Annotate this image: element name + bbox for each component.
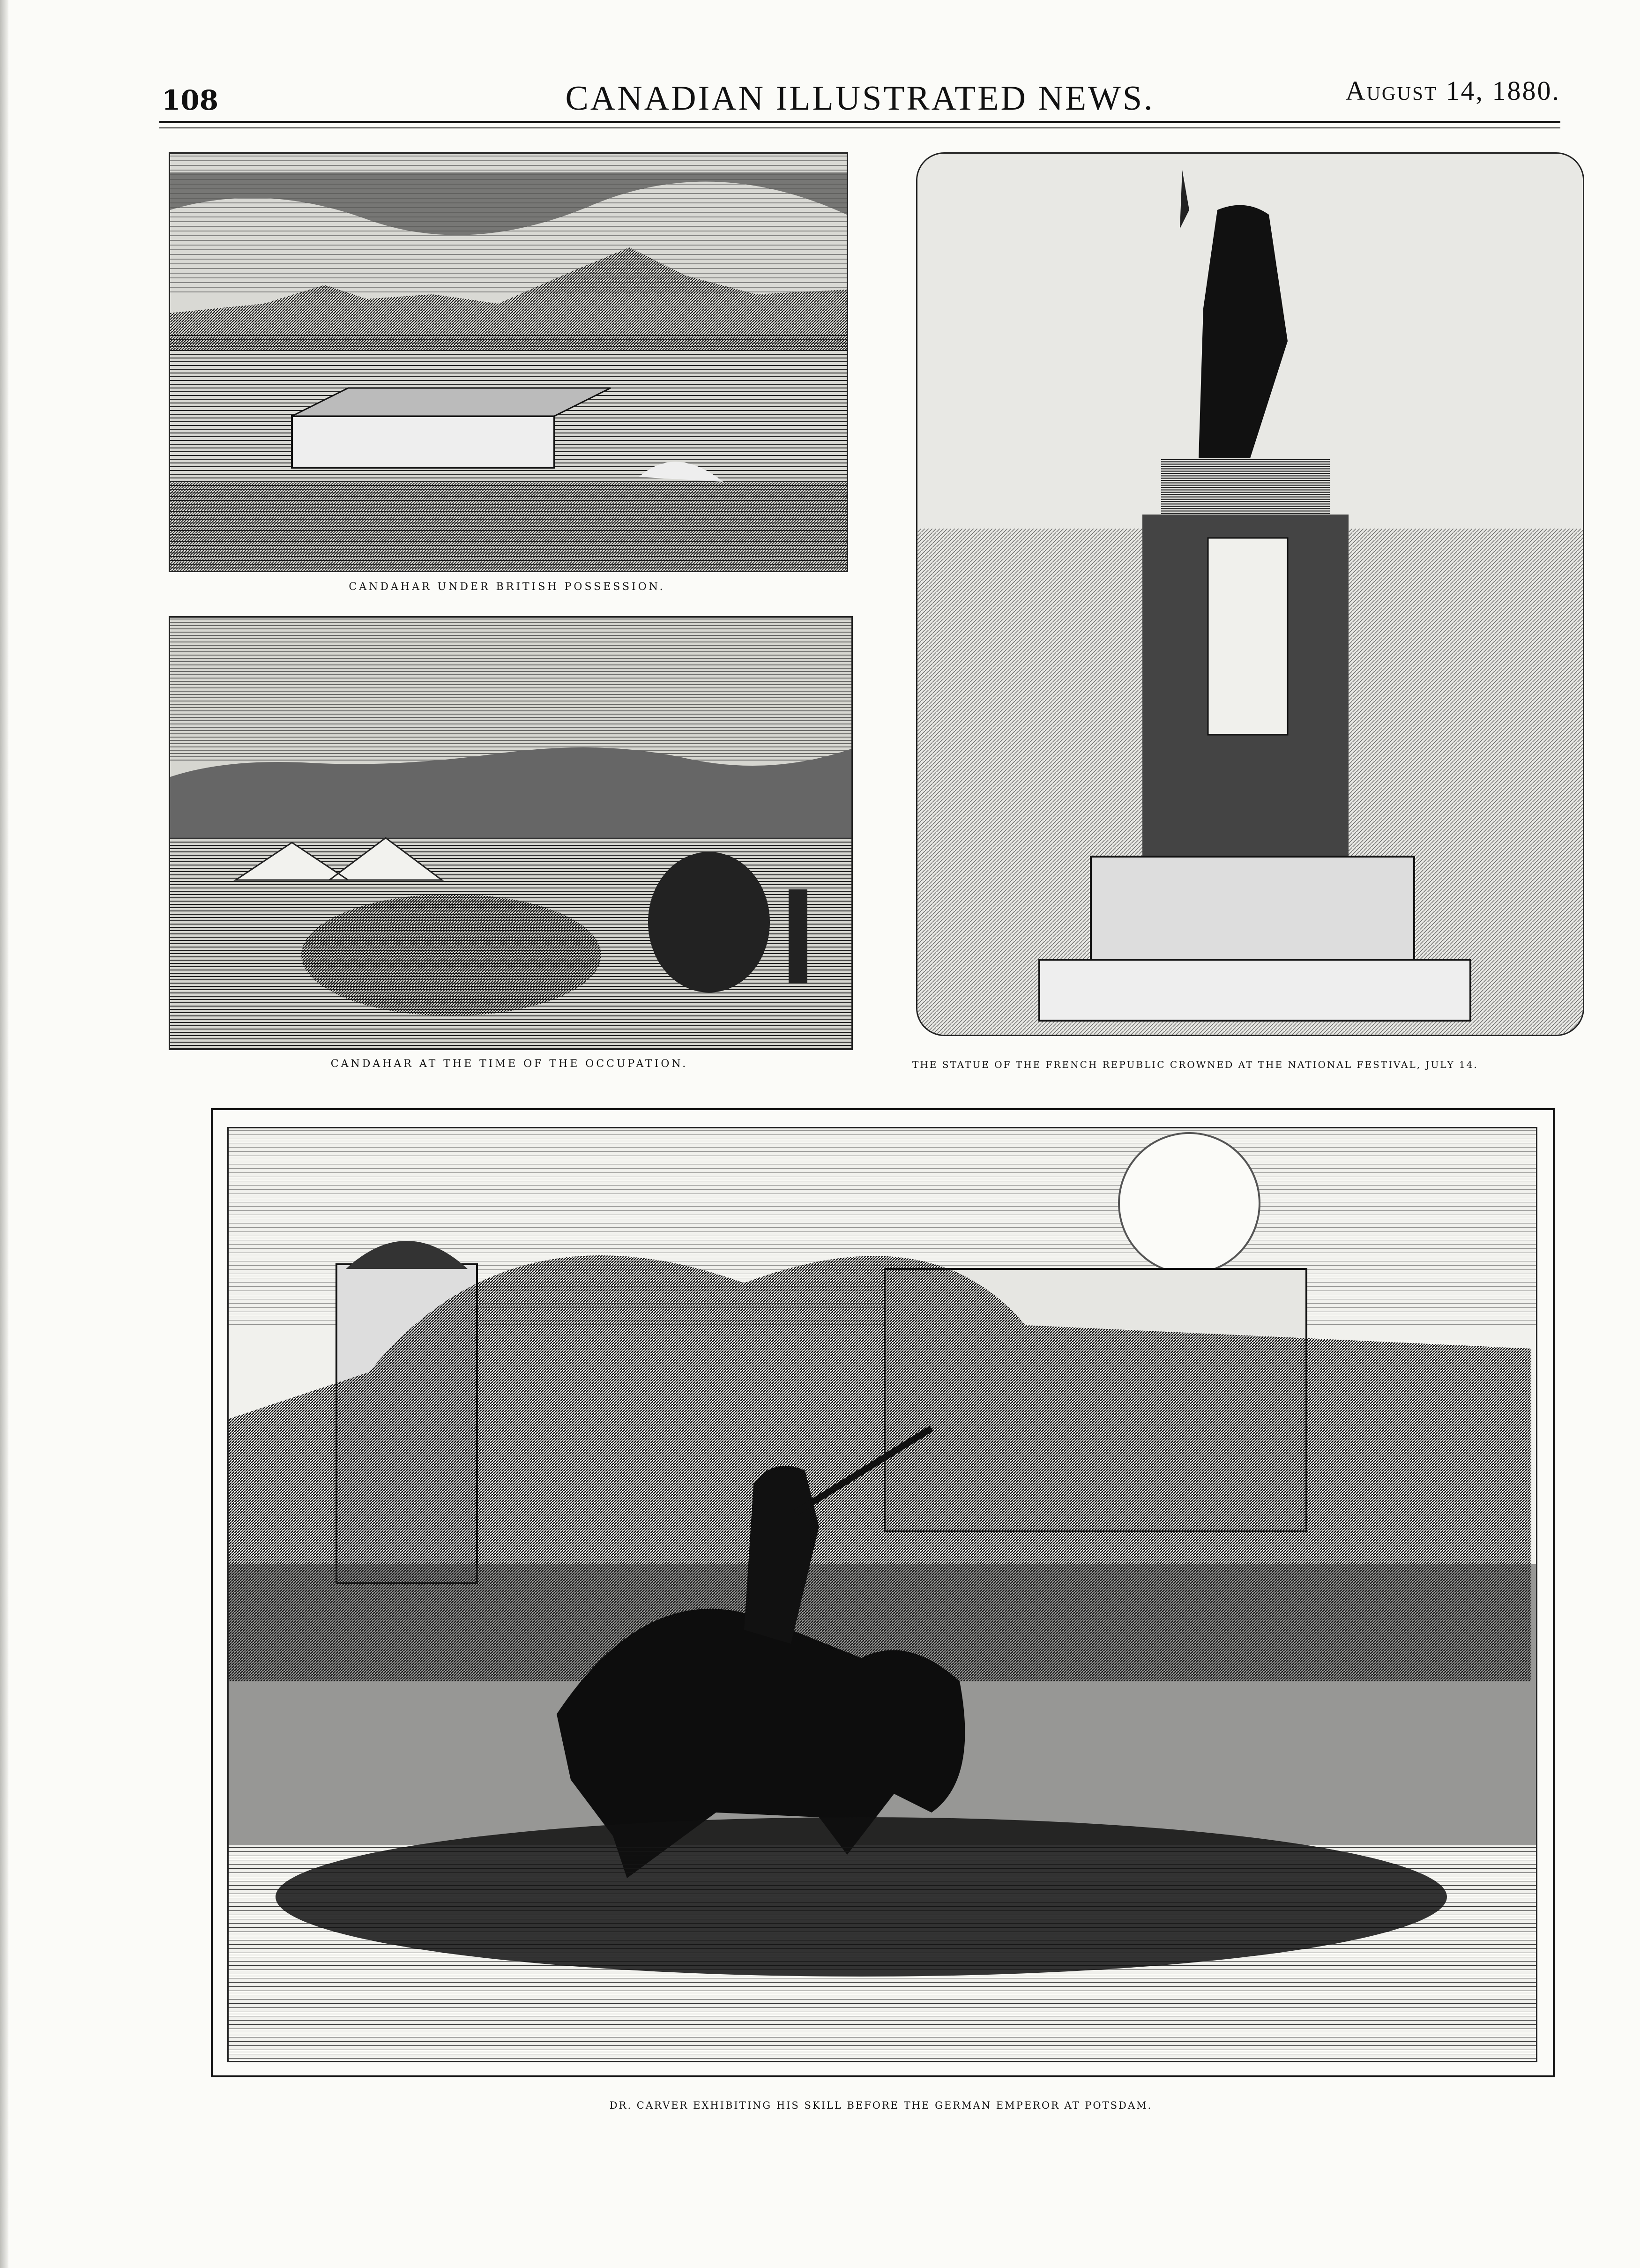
figure-caption: DR. CARVER EXHIBITING HIS SKILL BEFORE THE GERMAN EMPEROR AT POTSDAM. (609, 2100, 1153, 2111)
page-binding-edge (0, 0, 8, 2268)
figure-candahar-occupation (169, 616, 853, 1075)
page-number: 108 (162, 84, 219, 116)
engraving-candahar-occupation (169, 616, 853, 1050)
header-rule-thin (159, 127, 1560, 128)
figure-caption: CANDAHAR AT THE TIME OF THE OCCUPATION. (330, 1058, 688, 1070)
engraving-statue-republic (916, 152, 1584, 1036)
engraving-image (229, 1128, 1536, 2061)
engraving-image (170, 154, 847, 571)
figure-dr-carver-potsdam (227, 1127, 1539, 2134)
figure-candahar-british (169, 152, 848, 602)
header-rule (159, 121, 1560, 123)
engraving-dr-carver (227, 1127, 1537, 2062)
publication-title: CANADIAN ILLUSTRATED NEWS. (565, 79, 1155, 118)
engraving-image (170, 618, 851, 1049)
page-header (159, 70, 1560, 122)
engraving-candahar-british (169, 152, 848, 572)
figure-caption: CANDAHAR UNDER BRITISH POSSESSION. (349, 581, 665, 593)
engraving-image (917, 154, 1583, 1035)
issue-date: August 14, 1880. (1345, 75, 1560, 106)
figure-french-republic-statue (912, 152, 1588, 1080)
figure-caption: THE STATUE OF THE FRENCH REPUBLIC CROWNED AT THE NATIONAL FESTIVAL, JULY 14. (912, 1059, 1478, 1070)
